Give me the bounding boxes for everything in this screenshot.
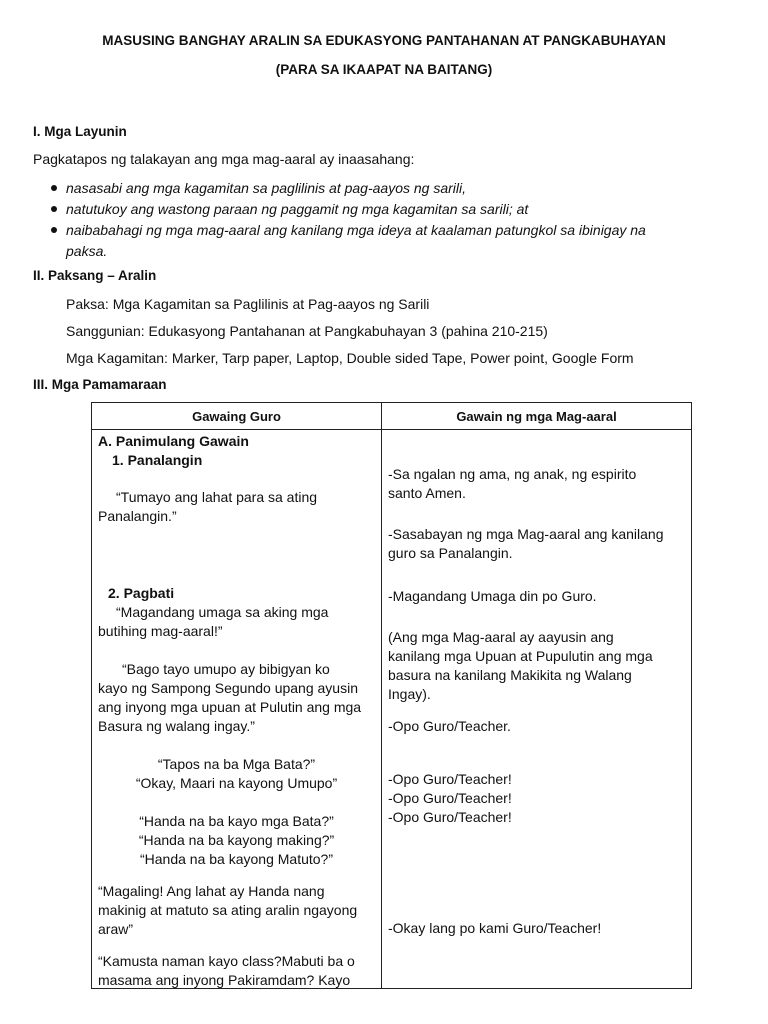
magaaral-text: basura na kanilang Makikita ng Walang xyxy=(388,667,632,683)
guro-text: Panalangin.” xyxy=(98,508,177,524)
guro-text: “Handa na ba kayong making?” xyxy=(138,832,335,848)
section-a-label: A. Panimulang Gawain xyxy=(98,433,249,449)
magaaral-text: -Magandang Umaga din po Guro. xyxy=(388,588,597,604)
layunin-list xyxy=(44,178,714,262)
magaaral-text: -Okay lang po kami Guro/Teacher! xyxy=(388,920,602,936)
guro-text: araw” xyxy=(98,921,134,937)
magaaral-text: Ingay). xyxy=(388,686,431,702)
bullet-icon xyxy=(51,185,57,191)
layunin-intro: Pagkatapos ng talakayan ang mga mag-aaral ay inaasahang: xyxy=(33,151,415,167)
layunin-heading: I. Mga Layunin xyxy=(33,124,127,139)
magaaral-text: -Opo Guro/Teacher! xyxy=(388,771,512,787)
guro-text: “Tapos na ba Mga Bata?” xyxy=(157,756,316,772)
guro-text: “Bago tayo umupo ay bibigyan ko xyxy=(122,661,330,677)
guro-text: “Magandang umaga sa aking mga xyxy=(116,604,329,620)
guro-text: Basura ng walang ingay.” xyxy=(98,718,255,734)
pamamaraan-table xyxy=(91,402,692,989)
column-header-magaaral: Gawain ng mga Mag-aaral xyxy=(382,403,692,430)
document-title: MASUSING BANGHAY ARALIN SA EDUKASYONG PANTAHANAN AT PANGKABUHAYAN xyxy=(102,33,666,48)
magaaral-text: guro sa Panalangin. xyxy=(388,545,513,561)
guro-text: “Handa na ba kayo mga Bata?” xyxy=(139,813,334,829)
guro-text: ang inyong mga upuan at Pulutin ang mga xyxy=(98,699,362,715)
magaaral-text: -Sasabayan ng mga Mag-aaral ang kanilang xyxy=(388,526,664,542)
magaaral-cell xyxy=(382,430,692,989)
magaaral-text: kanilang mga Upuan at Pupulutin ang mga xyxy=(388,648,653,664)
document-subtitle: (PARA SA IKAAPAT NA BAITANG) xyxy=(275,62,493,77)
magaaral-text: -Opo Guro/Teacher! xyxy=(388,809,512,825)
guro-text: “Handa na ba kayong Matuto?” xyxy=(139,851,333,867)
guro-text: masama ang inyong Pakiramdam? Kayo xyxy=(98,972,351,988)
magaaral-text: -Sa ngalan ng ama, ng anak, ng espirito xyxy=(388,466,637,482)
guro-text: makinig at matuto sa ating aralin ngayong xyxy=(98,902,358,918)
magaaral-text: santo Amen. xyxy=(388,485,466,501)
bullet-icon xyxy=(51,227,57,233)
guro-cell xyxy=(92,430,382,989)
pamamaraan-heading: III. Mga Pamamaraan xyxy=(33,377,167,392)
guro-text: “Okay, Maari na kayong Umupo” xyxy=(135,775,338,791)
panalangin-label: 1. Panalangin xyxy=(112,452,203,468)
sanggunian-text: Sanggunian: Edukasyong Pantahanan at Pangkabuhayan 3 (pahina 210-215) xyxy=(66,323,548,339)
guro-text: kayo ng Sampong Segundo upang ayusin xyxy=(98,680,358,696)
paksa-text: Paksa: Mga Kagamitan sa Paglilinis at Pag-aayos ng Sarili xyxy=(66,296,430,312)
column-header-guro: Gawaing Guro xyxy=(92,403,382,430)
table-header-row xyxy=(92,403,692,430)
magaaral-text: -Opo Guro/Teacher! xyxy=(388,790,512,806)
kagamitan-text: Mga Kagamitan: Marker, Tarp paper, Laptop, Double sided Tape, Power point, Google Form xyxy=(66,350,634,366)
magaaral-text: (Ang mga Mag-aaral ay aayusin ang xyxy=(388,629,614,645)
list-item-continuation: paksa. xyxy=(66,243,108,259)
list-item: natutukoy ang wastong paraan ng paggamit ng mga kagamitan sa sarili; at xyxy=(44,199,714,220)
bullet-icon xyxy=(51,206,57,212)
guro-text: butihing mag-aaral!” xyxy=(98,623,223,639)
guro-text: “Tumayo ang lahat para sa ating xyxy=(116,489,318,505)
pagbati-label: 2. Pagbati xyxy=(108,585,175,601)
guro-text: “Kamusta naman kayo class?Mabuti ba o xyxy=(98,953,355,969)
magaaral-text: -Opo Guro/Teacher. xyxy=(388,718,511,734)
guro-text: “Magaling! Ang lahat ay Handa nang xyxy=(98,883,325,899)
list-item: nasasabi ang mga kagamitan sa paglilinis at pag-aayos ng sarili, xyxy=(44,178,714,199)
paksang-aralin-heading: II. Paksang – Aralin xyxy=(33,268,157,283)
list-item: naibabahagi ng mga mag-aaral ang kanilang mga ideya at kaalaman patungkol sa ibinigay na xyxy=(44,220,714,241)
table-row xyxy=(92,430,692,989)
